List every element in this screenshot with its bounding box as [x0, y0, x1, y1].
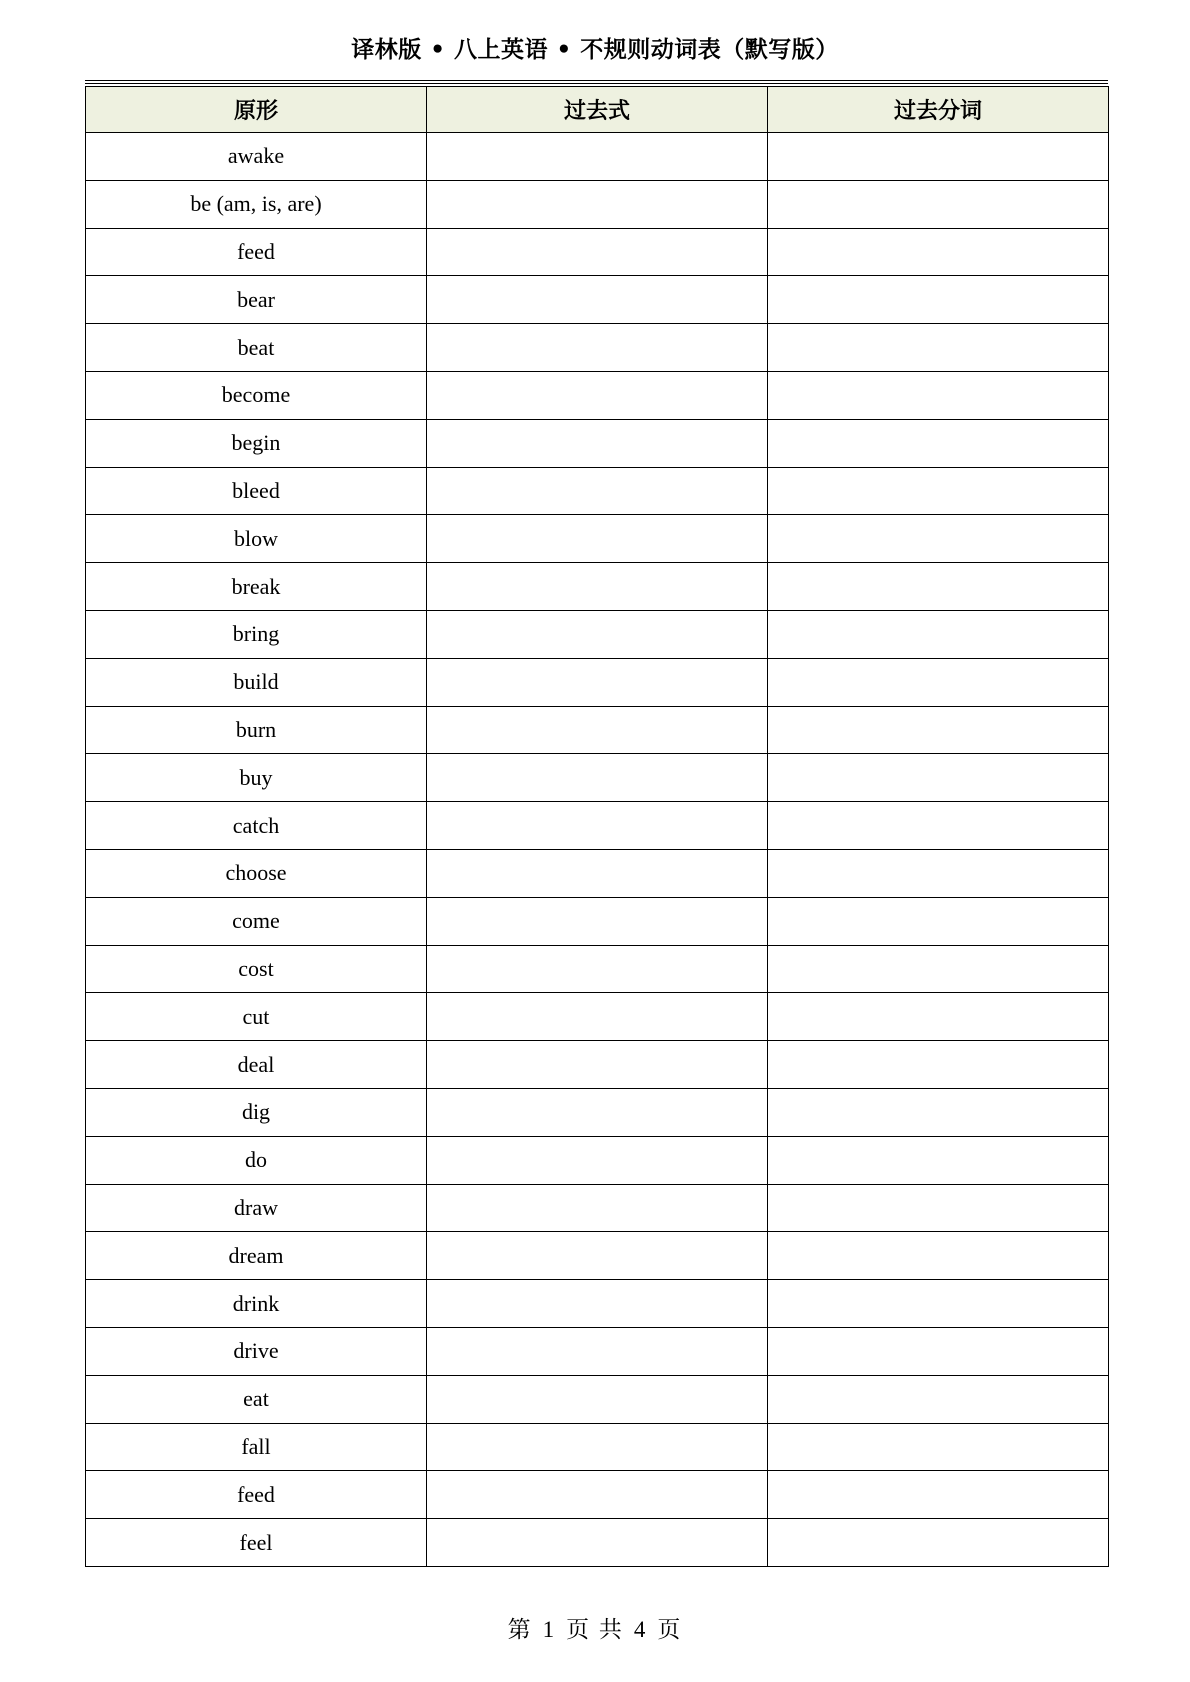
irregular-verb-table [85, 86, 1109, 1567]
base-form-cell: blow [86, 515, 427, 563]
past-participle-blank-cell [768, 1423, 1109, 1471]
past-participle-blank-cell [768, 563, 1109, 611]
table-row [86, 133, 1109, 181]
past-tense-blank-cell [427, 276, 768, 324]
table-row [86, 515, 1109, 563]
base-form-cell: begin [86, 419, 427, 467]
table-row [86, 1041, 1109, 1089]
table-row [86, 849, 1109, 897]
table-row [86, 610, 1109, 658]
table-row [86, 658, 1109, 706]
past-participle-blank-cell [768, 1327, 1109, 1375]
base-form-cell: cost [86, 945, 427, 993]
past-tense-blank-cell [427, 658, 768, 706]
past-tense-blank-cell [427, 1423, 768, 1471]
past-participle-blank-cell [768, 945, 1109, 993]
past-tense-blank-cell [427, 897, 768, 945]
past-tense-blank-cell [427, 228, 768, 276]
table-row [86, 1327, 1109, 1375]
base-form-cell: catch [86, 802, 427, 850]
table-row [86, 1519, 1109, 1567]
past-tense-blank-cell [427, 1041, 768, 1089]
past-tense-blank-cell [427, 515, 768, 563]
past-tense-blank-cell [427, 1327, 768, 1375]
past-participle-blank-cell [768, 228, 1109, 276]
base-form-cell: drive [86, 1327, 427, 1375]
table-row [86, 1232, 1109, 1280]
past-tense-blank-cell [427, 1471, 768, 1519]
base-form-cell: bring [86, 610, 427, 658]
past-tense-blank-cell [427, 1184, 768, 1232]
document-title: 译林版 • 八上英语 • 不规则动词表（默写版） [351, 37, 839, 63]
past-tense-blank-cell [427, 324, 768, 372]
past-participle-blank-cell [768, 324, 1109, 372]
past-participle-blank-cell [768, 1041, 1109, 1089]
past-participle-blank-cell [768, 993, 1109, 1041]
past-tense-blank-cell [427, 610, 768, 658]
past-participle-blank-cell [768, 1519, 1109, 1567]
past-tense-blank-cell [427, 1136, 768, 1184]
base-form-cell: become [86, 371, 427, 419]
column-header-participle: 过去分词 [768, 87, 1109, 133]
past-tense-blank-cell [427, 1375, 768, 1423]
base-form-cell: bleed [86, 467, 427, 515]
table-row [86, 1136, 1109, 1184]
table-row [86, 228, 1109, 276]
base-form-cell: be (am, is, are) [86, 180, 427, 228]
past-participle-blank-cell [768, 706, 1109, 754]
base-form-cell: beat [86, 324, 427, 372]
base-form-cell: break [86, 563, 427, 611]
base-form-cell: awake [86, 133, 427, 181]
table-header-row [86, 87, 1109, 133]
table-row [86, 1280, 1109, 1328]
base-form-cell: dig [86, 1088, 427, 1136]
table-row [86, 563, 1109, 611]
table-row [86, 802, 1109, 850]
column-header-base: 原形 [86, 87, 427, 133]
footer-suffix: 页 [657, 1617, 683, 1642]
past-tense-blank-cell [427, 706, 768, 754]
footer-middle: 页 共 [566, 1617, 624, 1642]
past-tense-blank-cell [427, 945, 768, 993]
past-participle-blank-cell [768, 802, 1109, 850]
past-tense-blank-cell [427, 1232, 768, 1280]
past-participle-blank-cell [768, 1280, 1109, 1328]
base-form-cell: deal [86, 1041, 427, 1089]
footer-total-pages: 4 [633, 1617, 648, 1642]
footer-page-number: 1 [542, 1617, 557, 1642]
title-divider-second [85, 83, 1108, 84]
past-tense-blank-cell [427, 563, 768, 611]
past-participle-blank-cell [768, 1184, 1109, 1232]
past-tense-blank-cell [427, 1088, 768, 1136]
base-form-cell: burn [86, 706, 427, 754]
base-form-cell: build [86, 658, 427, 706]
table-row [86, 706, 1109, 754]
title-divider [85, 80, 1108, 81]
past-participle-blank-cell [768, 1375, 1109, 1423]
past-participle-blank-cell [768, 1088, 1109, 1136]
table-row [86, 419, 1109, 467]
past-participle-blank-cell [768, 467, 1109, 515]
table-row [86, 945, 1109, 993]
base-form-cell: cut [86, 993, 427, 1041]
base-form-cell: bear [86, 276, 427, 324]
base-form-cell: choose [86, 849, 427, 897]
past-tense-blank-cell [427, 133, 768, 181]
footer-prefix: 第 [507, 1617, 533, 1642]
past-participle-blank-cell [768, 1471, 1109, 1519]
past-tense-blank-cell [427, 180, 768, 228]
page-footer [0, 1610, 1190, 1650]
past-participle-blank-cell [768, 276, 1109, 324]
table-row [86, 993, 1109, 1041]
table-row [86, 467, 1109, 515]
past-participle-blank-cell [768, 371, 1109, 419]
base-form-cell: feel [86, 1519, 427, 1567]
base-form-cell: eat [86, 1375, 427, 1423]
base-form-cell: come [86, 897, 427, 945]
base-form-cell: fall [86, 1423, 427, 1471]
past-tense-blank-cell [427, 849, 768, 897]
past-tense-blank-cell [427, 754, 768, 802]
table-row [86, 1088, 1109, 1136]
table-row [86, 1375, 1109, 1423]
table-body [86, 133, 1109, 1567]
past-tense-blank-cell [427, 419, 768, 467]
past-tense-blank-cell [427, 1280, 768, 1328]
past-tense-blank-cell [427, 467, 768, 515]
table-row [86, 371, 1109, 419]
base-form-cell: feed [86, 1471, 427, 1519]
base-form-cell: do [86, 1136, 427, 1184]
past-tense-blank-cell [427, 1519, 768, 1567]
table-row [86, 754, 1109, 802]
base-form-cell: feed [86, 228, 427, 276]
past-tense-blank-cell [427, 802, 768, 850]
past-participle-blank-cell [768, 1232, 1109, 1280]
table-row [86, 180, 1109, 228]
table-row [86, 324, 1109, 372]
past-participle-blank-cell [768, 849, 1109, 897]
past-participle-blank-cell [768, 133, 1109, 181]
base-form-cell: drink [86, 1280, 427, 1328]
past-participle-blank-cell [768, 1136, 1109, 1184]
table-row [86, 1423, 1109, 1471]
base-form-cell: draw [86, 1184, 427, 1232]
base-form-cell: buy [86, 754, 427, 802]
column-header-past: 过去式 [427, 87, 768, 133]
past-participle-blank-cell [768, 180, 1109, 228]
past-participle-blank-cell [768, 658, 1109, 706]
table-row [86, 1184, 1109, 1232]
table-row [86, 897, 1109, 945]
table-row [86, 1471, 1109, 1519]
past-tense-blank-cell [427, 993, 768, 1041]
past-participle-blank-cell [768, 419, 1109, 467]
past-tense-blank-cell [427, 371, 768, 419]
base-form-cell: dream [86, 1232, 427, 1280]
past-participle-blank-cell [768, 754, 1109, 802]
past-participle-blank-cell [768, 610, 1109, 658]
past-participle-blank-cell [768, 897, 1109, 945]
table-row [86, 276, 1109, 324]
past-participle-blank-cell [768, 515, 1109, 563]
